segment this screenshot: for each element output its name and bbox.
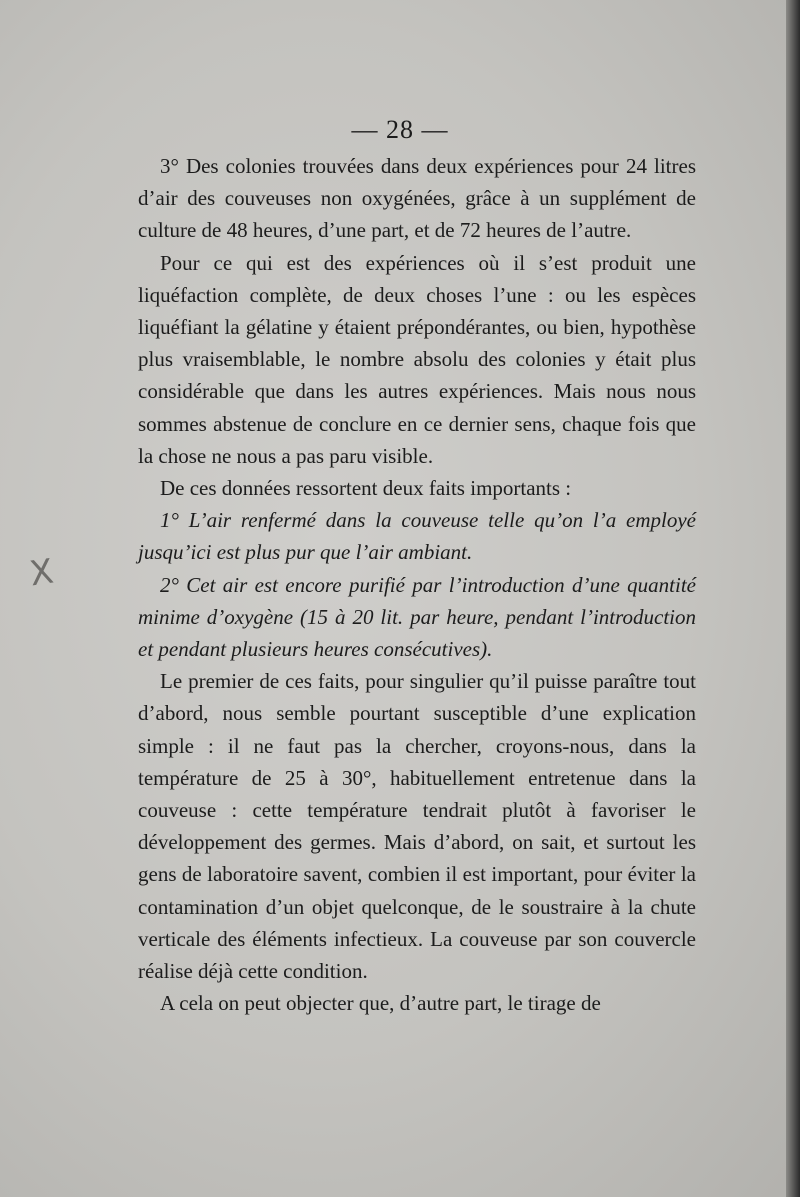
finding-1: 1° L’air renfermé dans la couveuse telle qu’on l’a employé jusqu’ici est plus pur que l’air ambiant. bbox=[138, 508, 696, 565]
page-number: — 28 — bbox=[351, 115, 449, 144]
finding-2: 2° Cet air est encore purifié par l’introduction d’une quantité minime d’oxygène (15 à 20 lit. par heure, pendant l’introduction et pendant plusieurs heures consécutives). bbox=[138, 572, 696, 662]
paragraph-explanation: Le premier de ces faits, pour singulier qu’il puisse paraître tout d’abord, nous semble pourtant susceptible d’une explication simple : il ne faut pas la chercher, croyons-nous, dans la température de 25 à 30°, habituellement entretenue dans la couveuse : cette température tendrait plutôt à favoriser le développement des germes. Mais d’abord, on sait, et surtout les gens de laboratoire savent, combien il est important, pour éviter la contamination d’un objet quelconque, de le soustraire à la chute verticale des éléments infectieux. La couveuse par son couvercle réalise déjà cette condition. bbox=[138, 669, 696, 984]
paragraph-objection: A cela on peut objecter que, d’autre part, le tirage de bbox=[160, 991, 601, 1016]
paragraph-colonies: 3° Des colonies trouvées dans deux expériences pour 24 litres d’air des couveuses non oxygénées, grâce à un supplément de culture de 48 heures, d’une part, et de 72 heures de l’autre. bbox=[138, 154, 696, 243]
body-text bbox=[138, 150, 696, 1019]
marginal-mark: X bbox=[27, 551, 56, 595]
paragraph-liquefaction: Pour ce qui est des expériences où il s’est produit une liquéfaction complète, de deux choses l’une : ou les espèces liquéfiant la gélatine y étaient prépondérantes, ou bien, hypothèse plus vraisemblable, le nombre absolu des colonies y était plus considérable que dans les autres expériences. Mais nous nous sommes abstenue de conclure en ce dernier sens, chaque fois que la chose ne nous a pas paru visible. bbox=[138, 250, 696, 468]
page-edge-shadow bbox=[786, 0, 800, 1197]
paragraph-findings-intro: De ces données ressortent deux faits importants : bbox=[160, 476, 572, 501]
